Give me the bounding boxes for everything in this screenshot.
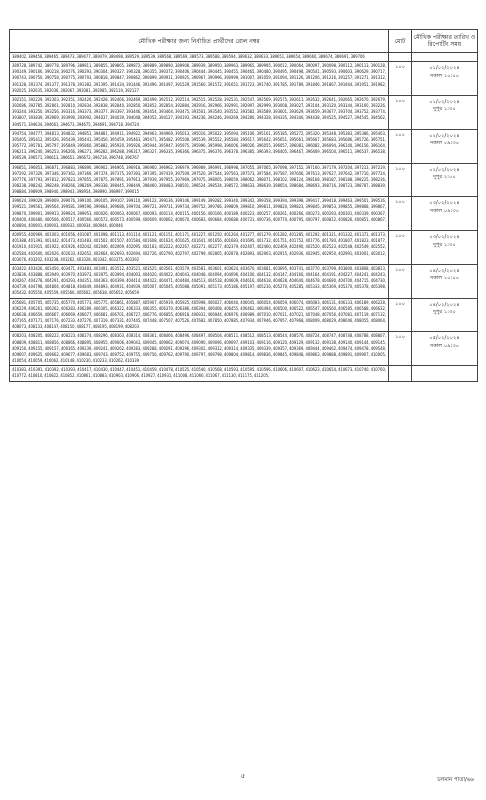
table-row (10, 197, 478, 231)
roll-numbers-cell: 403422, 403426, 403456, 403471, 403483, 403491, 403512, 403521, 403525, 403561, 403579, 403581, 403601, 403624, 403670, 403681, 403695, 403741, 403770, 403799, 403800, 403808, 403813, 403836, 403888, 403949, 403970, 403973, 403975, 403994, 404003, 404020, 404022, 404043, 404048, 404094, 404096, 404100, 404132, 404147, 404160, 404164, 404191, 404227, 404241, 404243, 404267, 404278, 404291, 404293, 404351, 404363, 404399, 404414, 404422, 404471, 404484, 404513, 404518, 404609, 404616, 404618, 404628, 404640, 404678, 404680, 404700, 404715, 404730, 404739, 404798, 404804, 404818, 404849, 404893, 404931, 404939, 405007, 405045, 405088, 405091, 405173, 405186, 405197, 405216, 405270, 405285, 405333, 405369, 405370, 405378, 405398, 405432, 405550, 405559, 405566, 405602, 405638, 405652, 405659 (10, 264, 389, 298)
roll-numbers-cell: 389402, 389456, 389465, 389473, 389477, 389479, 389498, 389529, 389539, 389568, 389569, 389573, 389588, 389594, 389632, 389633, 389651, 389654, 389660, 389674, 389691, 389706 (10, 53, 389, 62)
date-time-cell (412, 298, 478, 332)
date-time-cell (412, 332, 478, 366)
table-row (10, 231, 478, 265)
interview-date: ০৩/০২/২০২৪ (429, 200, 460, 207)
date-time-cell (412, 53, 478, 62)
interview-date: ০৩/০২/২০২৪ (429, 234, 460, 241)
interview-date: ০১/০২/২০২৪ (429, 98, 460, 105)
interview-date: ০৪/০২/২০২৪ (429, 301, 460, 308)
total-cell: ১০০ (389, 62, 412, 96)
date-time-cell (412, 129, 478, 163)
total-cell: ১০০ (389, 298, 412, 332)
table-row (10, 62, 478, 96)
interview-date: ০১/০২/২০২৪ (429, 65, 460, 72)
candidate-table-sheet (9, 29, 477, 382)
total-cell: ১০০ (389, 332, 412, 366)
total-cell: ১০০ (389, 163, 412, 197)
roll-numbers-cell: 408203, 408205, 408222, 408223, 408274, 408296, 408303, 408314, 408361, 408466, 408496, 408497, 408504, 408511, 408512, 408513, 408544, 408576, 408724, 408747, 408748, 408788, 408807, 408809, 408811, 408856, 408866, 408895, 408955, 409006, 409043, 409045, 409062, 409074, 409090, 409096, 409097, 409103, 409116, 409120, 409129, 409132, 409138, 409140, 409144, 409145, 409150, 409155, 409157, 409165, 409239, 409241, 409262, 409283, 409288, 409291, 409296, 409302, 409312, 409314, 409335, 409339, 409357, 409369, 409444, 409462, 409474, 409478, 409548, 409607, 409625, 409662, 409677, 409683, 409743, 409752, 409755, 409756, 409762, 409790, 409797, 409798, 409804, 409814, 409836, 409845, 409848, 409863, 409888, 409891, 409907, 410005, 410054, 410059, 410062, 410148, 410230, 410233, 410262, 410339 (10, 332, 389, 366)
reporting-time: দুপুর ১:৩০ (433, 309, 456, 316)
roll-numbers-cell: 400955, 400969, 401003, 401056, 401087, 401098, 401113, 401114, 401121, 401151, 401171, 401227, 401250, 401264, 401277, 401279, 401282, 401285, 401292, 401321, 401332, 401371, 401373, 401388, 401393, 401442, 401473, 401483, 401502, 401507, 401584, 401608, 401624, 401625, 401641, 401656, 401683, 401695, 401732, 401751, 401752, 401776, 401784, 401807, 401823, 401877, 401910, 401915, 401922, 401926, 402042, 402046, 402069, 402095, 402183, 402222, 402267, 402271, 402277, 402379, 402407, 402460, 402469, 402490, 402520, 402523, 402548, 402549, 402552, 402584, 402600, 402626, 402633, 402652, 402664, 402693, 402694, 402726, 402790, 402797, 402799, 402805, 402878, 402893, 402903, 402915, 402936, 402945, 402950, 402991, 403001, 403012, 403076, 403202, 403238, 403262, 403328, 403342, 403375, 403392 (10, 231, 389, 265)
total-cell: ১০০ (389, 95, 412, 129)
total-cell: ১০০ (389, 197, 412, 231)
reporting-time: সকাল ০৯:৩০ (429, 342, 460, 349)
continued-note: চলমান পাতা/৬৬ (437, 777, 474, 783)
reporting-time: সকাল ০৯:৩০ (429, 207, 460, 214)
table-row (10, 264, 478, 298)
date-time-cell (412, 231, 478, 265)
candidate-table (9, 29, 478, 382)
date-time-cell (412, 62, 478, 96)
roll-numbers-cell: 389728, 389742, 389778, 389796, 389811, 389855, 389865, 389872, 389889, 389890, 389908, 389939, 389950, 389963, 389965, 389995, 390012, 390064, 390097, 390098, 390112, 390113, 390128, 390149, 390166, 390218, 390276, 390293, 390304, 390327, 390328, 390355, 390372, 390406, 390444, 390445, 390455, 390465, 390480, 390495, 390498, 390541, 390593, 390603, 390629, 390717, 390743, 390750, 390758, 390775, 390793, 390818, 390847, 390862, 390899, 390911, 390925, 390967, 390996, 390999, 391007, 391059, 391094, 391126, 391206, 391216, 391257, 391271, 391312, 391328, 391374, 391377, 391378, 391382, 391395, 391434, 391446, 391496, 391497, 391529, 391560, 391572, 391651, 391723, 391740, 391785, 391789, 391846, 391867, 391944, 391951, 391982, 392025, 392035, 392036, 392067, 392081, 392085, 392119, 392127 (10, 62, 389, 96)
interview-date: ০২/০২/২০২৪ (429, 166, 460, 173)
reporting-time: সকাল ১০:০০ (429, 275, 460, 282)
reporting-time: দুপুর ১:৩০ (433, 241, 456, 248)
header-date: মৌখিক পরীক্ষার তারিখ ও রিপোর্টিং সময় (412, 30, 478, 53)
roll-numbers-cell: 394754, 394777, 394813, 394832, 394851, 394881, 394911, 394922, 394963, 394969, 395013, 395016, 395022, 395094, 395106, 395161, 395185, 395272, 395320, 395348, 395383, 395386, 395403, 395405, 395412, 395426, 395439, 395441, 395456, 395459, 395463, 395471, 395482, 395508, 395539, 395552, 395584, 395617, 395642, 395651, 395661, 395667, 395683, 395686, 395726, 395751, 395772, 395781, 395797, 395849, 395860, 395882, 395920, 395926, 395944, 395947, 395975, 395996, 395998, 396006, 396026, 396055, 396057, 396081, 396082, 396094, 396140, 396156, 396164, 396213, 396240, 396253, 396266, 396271, 396282, 396288, 396317, 396327, 396335, 396366, 396375, 396376, 396378, 396385, 396393, 396405, 396467, 396469, 396504, 396511, 396537, 396538, 396539, 396571, 396613, 396651, 396672, 396718, 396748, 396767 (10, 129, 389, 163)
table-row (10, 366, 478, 381)
date-time-cell (412, 95, 478, 129)
interview-date: ০৫/০২/২০২৪ (429, 335, 460, 342)
table-row (10, 53, 478, 62)
total-cell (389, 366, 412, 381)
total-cell: ১০০ (389, 129, 412, 163)
date-time-cell (412, 163, 478, 197)
reporting-time: দুপুর ২:০০ (433, 174, 456, 180)
interview-date: ০২/০২/২০২৪ (429, 132, 460, 139)
date-time-cell (412, 264, 478, 298)
header-total: মোট (389, 30, 412, 53)
table-header-row (10, 30, 478, 53)
total-cell: ১০০ (389, 264, 412, 298)
roll-numbers-cell: 410383, 410391, 410392, 410393, 410417, 410430, 410447, 410451, 410459, 410478, 410525, 410540, 410568, 410593, 410595, 410596, 410606, 410607, 410623, 410654, 410673, 410740, 410760, 410772, 410810, 410822, 410852, 410861, 410883, 410903, 410906, 410927, 410931, 411008, 411066, 411067, 411130, 411175, 411205, (10, 366, 389, 381)
roll-numbers-cell: 392151, 392229, 392303, 392351, 392420, 392428, 392466, 392469, 392499, 392512, 392514, 392515, 392528, 392531, 392547, 392569, 392575, 392611, 392632, 392641, 392665, 392670, 392679, 392686, 392785, 392801, 392810, 392834, 392838, 392840, 392850, 392852, 392854, 392884, 392916, 392966, 392991, 392997, 392999, 393008, 393027, 393104, 393120, 393144, 393160, 393226, 393244, 393250, 393256, 393316, 393373, 393377, 393397, 393446, 393454, 393464, 393475, 393501, 393540, 393552, 393582, 393589, 393601, 393629, 393659, 393677, 393704, 393752, 393774, 393807, 393839, 393969, 393990, 393992, 394037, 394039, 394048, 394052, 394127, 394193, 394236, 394246, 394269, 394280, 394328, 394335, 394346, 394438, 394525, 394527, 394545, 394562, 394571, 394634, 394661, 394673, 394675, 394691, 394718, 394724 (10, 95, 389, 129)
header-rolls: মৌখিক পরীক্ষার জন্য নির্বাচিত প্রার্থীদের রোল নম্বর (10, 30, 389, 53)
roll-numbers-cell: 405681, 405705, 405735, 405770, 405773, 405775, 405861, 405887, 405907, 405919, 405925, 405998, 406027, 406040, 406045, 406054, 406059, 406074, 406083, 406131, 406133, 406189, 406228, 406229, 406261, 406262, 406283, 406289, 406305, 406322, 406333, 406355, 406370, 406386, 406394, 406408, 406455, 406462, 406494, 406500, 406522, 406547, 406560, 406585, 406588, 406632, 406638, 406659, 406667, 406669, 406677, 406681, 406701, 406727, 406776, 406855, 406918, 406931, 406944, 406976, 406989, 407010, 407011, 407021, 407048, 407056, 407081, 407119, 407132, 407165, 407171, 407176, 407233, 407276, 407319, 407331, 407445, 407448, 407507, 407526, 407682, 407850, 407885, 407934, 407946, 407957, 407968, 408009, 408029, 408046, 408055, 408064, 408073, 408133, 408147, 408150, 408177, 408195, 408199, 408203 (10, 298, 389, 332)
reporting-time: সকাল ১০:০০ (429, 72, 460, 79)
date-time-cell (412, 197, 478, 231)
table-row (10, 332, 478, 366)
roll-numbers-cell: 399024, 399029, 399069, 399076, 399100, 399105, 399107, 399110, 399122, 399136, 399146, 399149, 399282, 399340, 399342, 399358, 399394, 399398, 399417, 399418, 399463, 399501, 399516, 399521, 399561, 399564, 399581, 399596, 399664, 399686, 399704, 399721, 399731, 399734, 399752, 399786, 399809, 399810, 399811, 399820, 399823, 399845, 399853, 399855, 399868, 399867, 399870, 399901, 399913, 399924, 399953, 400026, 400063, 400067, 400093, 400114, 400115, 400156, 400166, 400189, 400223, 400257, 400261, 400266, 400273, 400293, 400301, 400339, 400367, 400400, 400480, 400506, 400517, 400560, 400572, 400573, 400599, 400609, 400662, 400670, 400683, 400684, 400688, 400731, 400736, 400770, 400795, 400797, 400812, 400826, 400851, 400867, 400894, 400901, 400903, 400933, 400934, 400944, 400946 (10, 197, 389, 231)
table-row (10, 129, 478, 163)
reporting-time: সকাল ০৯:৩০ (429, 140, 460, 147)
table-row (10, 95, 478, 129)
total-cell (389, 53, 412, 62)
roll-numbers-cell: 396851, 396853, 396871, 396883, 396890, 396902, 396905, 396918, 396960, 396962, 396979, 396989, 396991, 396998, 397055, 397065, 397098, 397152, 397160, 397179, 397204, 397213, 397219, 397292, 397329, 397346, 397362, 397369, 397374, 397375, 397393, 397395, 397419, 397509, 397520, 397544, 397563, 397573, 397584, 397587, 397606, 397613, 397627, 397642, 397710, 397724, 397776, 397793, 397812, 397823, 397855, 397875, 397891, 397913, 397939, 397955, 397969, 397975, 398005, 398059, 398062, 398071, 398102, 398124, 398168, 398187, 398188, 398225, 398236, 398238, 398242, 398248, 398266, 398269, 398338, 398445, 398449, 398460, 398483, 398501, 398524, 398534, 398572, 398633, 398639, 398654, 398684, 398693, 398716, 398723, 398787, 398839, 398884, 398909, 398940, 398943, 398954, 398990, 398997, 399015 (10, 163, 389, 197)
page-number: ৫ (240, 772, 246, 780)
reporting-time: দুপুর ১:৩০ (433, 106, 456, 113)
table-row (10, 298, 478, 332)
table-row (10, 163, 478, 197)
total-cell: ১০০ (389, 231, 412, 265)
date-time-cell (412, 366, 478, 381)
interview-date: ০৪/০২/২০২৪ (429, 267, 460, 274)
